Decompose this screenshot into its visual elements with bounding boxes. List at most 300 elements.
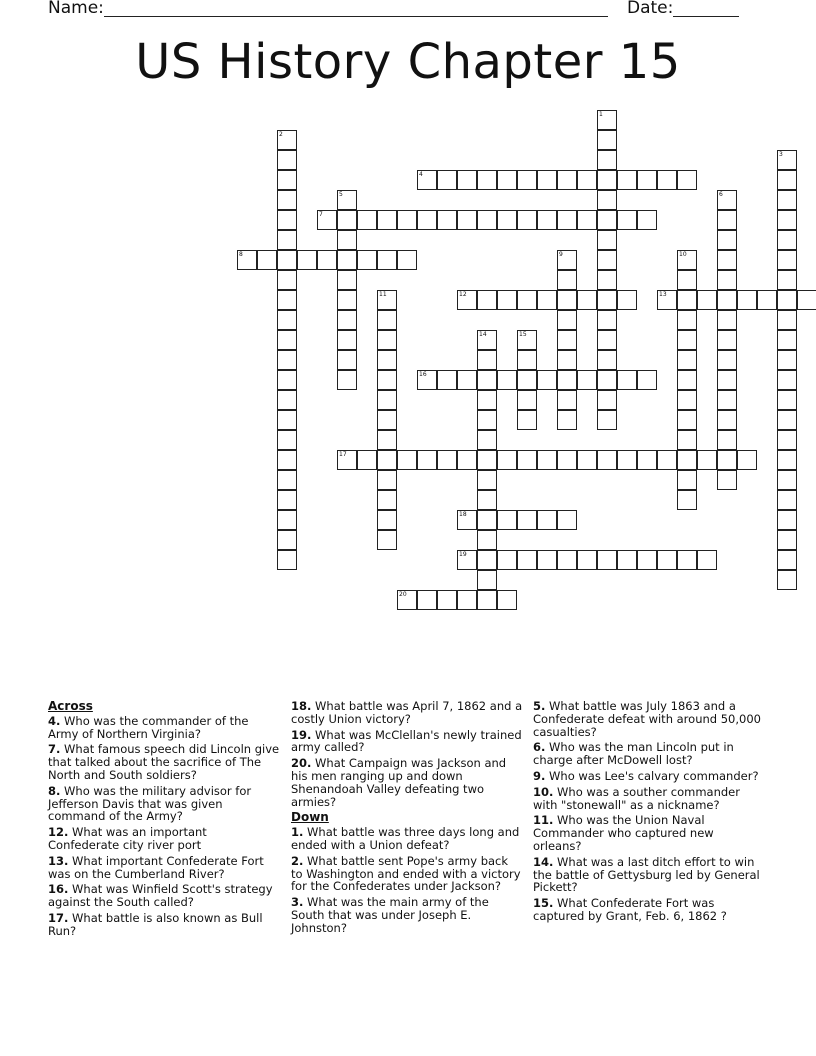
grid-cell[interactable] (677, 250, 697, 270)
grid-cell[interactable] (377, 410, 397, 430)
grid-cell[interactable] (437, 590, 457, 610)
grid-cell[interactable] (277, 430, 297, 450)
grid-cell[interactable] (717, 430, 737, 450)
grid-cell[interactable] (497, 550, 517, 570)
grid-cell[interactable] (277, 350, 297, 370)
across-clue (48, 715, 280, 741)
grid-cell[interactable] (717, 250, 737, 270)
down-clue (533, 856, 765, 894)
grid-cell[interactable] (737, 450, 757, 470)
grid-cell[interactable] (337, 310, 357, 330)
grid-cell[interactable] (777, 350, 797, 370)
grid-cell[interactable] (537, 170, 557, 190)
grid-cell[interactable] (517, 210, 537, 230)
down-clue (533, 814, 765, 852)
grid-cell[interactable] (337, 450, 357, 470)
grid-cell[interactable] (697, 450, 717, 470)
grid-cell[interactable] (277, 470, 297, 490)
grid-cell[interactable] (277, 250, 297, 270)
clue-text: Who was a souther commander with "stonewall" as a nickname? (533, 784, 740, 812)
grid-cell[interactable] (557, 350, 577, 370)
grid-cell[interactable] (777, 330, 797, 350)
clue-number: 4 (419, 171, 423, 178)
grid-cell[interactable] (637, 450, 657, 470)
grid-cell[interactable] (777, 170, 797, 190)
grid-cell[interactable] (537, 510, 557, 530)
grid-cell[interactable] (737, 290, 757, 310)
grid-cell[interactable] (597, 410, 617, 430)
grid-cell[interactable] (557, 170, 577, 190)
clue-number: 4. (48, 713, 61, 728)
grid-cell[interactable] (557, 450, 577, 470)
grid-cell[interactable] (777, 270, 797, 290)
grid-cell[interactable] (557, 250, 577, 270)
grid-cell[interactable] (357, 250, 377, 270)
down-clue (533, 786, 765, 812)
clue-number: 2 (279, 131, 283, 138)
grid-cell[interactable] (477, 430, 497, 450)
grid-cell[interactable] (477, 490, 497, 510)
page-title: US History Chapter 15 (135, 34, 681, 90)
grid-cell[interactable] (437, 170, 457, 190)
grid-cell[interactable] (497, 290, 517, 310)
grid-cell[interactable] (577, 450, 597, 470)
grid-cell[interactable] (777, 190, 797, 210)
grid-cell[interactable] (317, 210, 337, 230)
clue-number: 5 (339, 191, 343, 198)
clue-number: 18 (459, 511, 467, 518)
grid-cell[interactable] (597, 210, 617, 230)
grid-cell[interactable] (537, 450, 557, 470)
grid-cell[interactable] (677, 370, 697, 390)
grid-cell[interactable] (677, 430, 697, 450)
grid-cell[interactable] (677, 490, 697, 510)
grid-cell[interactable] (697, 550, 717, 570)
grid-cell[interactable] (717, 290, 737, 310)
name-label: Name: (48, 0, 104, 18)
across-heading: Across (48, 699, 93, 713)
grid-cell[interactable] (677, 410, 697, 430)
clue-text: What battle was April 7, 1862 and a costly Union victory? (291, 699, 523, 726)
grid-cell[interactable] (657, 170, 677, 190)
clue-number: 13. (48, 853, 69, 868)
clue-number: 20. (291, 756, 312, 771)
clue-number: 12. (48, 825, 69, 840)
grid-cell[interactable] (597, 150, 617, 170)
grid-cell[interactable] (517, 510, 537, 530)
grid-cell[interactable] (717, 270, 737, 290)
clue-text: What important Confederate Fort was on the Cumberland River? (48, 853, 264, 881)
clue-text: What was Winfield Scott's strategy against the South called? (48, 882, 273, 910)
grid-cell[interactable] (457, 510, 477, 530)
grid-cell[interactable] (777, 150, 797, 170)
grid-cell[interactable] (637, 170, 657, 190)
clues-column-3 (533, 700, 765, 926)
grid-cell[interactable] (277, 450, 297, 470)
grid-cell[interactable] (557, 390, 577, 410)
grid-cell[interactable] (577, 170, 597, 190)
grid-cell[interactable] (717, 450, 737, 470)
grid-cell[interactable] (577, 210, 597, 230)
grid-cell[interactable] (277, 510, 297, 530)
grid-cell[interactable] (777, 450, 797, 470)
down-clue (533, 741, 765, 767)
grid-cell[interactable] (597, 350, 617, 370)
grid-cell[interactable] (337, 210, 357, 230)
grid-cell[interactable] (457, 370, 477, 390)
grid-cell[interactable] (377, 290, 397, 310)
grid-cell[interactable] (777, 410, 797, 430)
clue-text: Who was the commander of the Army of Northern Virginia? (48, 713, 249, 741)
grid-cell[interactable] (377, 330, 397, 350)
grid-cell[interactable] (277, 230, 297, 250)
clue-number: 6 (719, 191, 723, 198)
grid-cell[interactable] (377, 450, 397, 470)
grid-cell[interactable] (597, 250, 617, 270)
grid-cell[interactable] (557, 270, 577, 290)
grid-cell[interactable] (377, 530, 397, 550)
grid-cell[interactable] (437, 210, 457, 230)
grid-cell[interactable] (277, 210, 297, 230)
grid-cell[interactable] (677, 330, 697, 350)
grid-cell[interactable] (797, 290, 816, 310)
grid-cell[interactable] (377, 510, 397, 530)
grid-cell[interactable] (437, 370, 457, 390)
across-clue (48, 855, 280, 881)
grid-cell[interactable] (557, 510, 577, 530)
clue-text: What battle is also known as Bull Run? (48, 910, 263, 938)
grid-cell[interactable] (477, 350, 497, 370)
grid-cell[interactable] (417, 210, 437, 230)
clue-number: 3 (779, 151, 783, 158)
grid-cell[interactable] (777, 370, 797, 390)
grid-cell[interactable] (477, 170, 497, 190)
grid-cell[interactable] (277, 530, 297, 550)
grid-cell[interactable] (577, 370, 597, 390)
grid-cell[interactable] (377, 470, 397, 490)
grid-cell[interactable] (657, 550, 677, 570)
grid-cell[interactable] (717, 330, 737, 350)
grid-cell[interactable] (677, 550, 697, 570)
grid-cell[interactable] (377, 250, 397, 270)
grid-cell[interactable] (717, 210, 737, 230)
clue-number: 15 (519, 331, 527, 338)
grid-cell[interactable] (337, 250, 357, 270)
grid-cell[interactable] (597, 290, 617, 310)
grid-cell[interactable] (457, 450, 477, 470)
grid-cell[interactable] (277, 390, 297, 410)
clues-column-1 (48, 700, 280, 941)
grid-cell[interactable] (377, 210, 397, 230)
grid-cell[interactable] (517, 390, 537, 410)
clue-text: Who was the man Lincoln put in charge after McDowell lost? (533, 740, 734, 768)
grid-cell[interactable] (777, 390, 797, 410)
grid-cell[interactable] (657, 450, 677, 470)
grid-cell[interactable] (677, 270, 697, 290)
grid-cell[interactable] (597, 110, 617, 130)
clue-number: 7 (319, 211, 323, 218)
grid-cell[interactable] (617, 210, 637, 230)
grid-cell[interactable] (377, 310, 397, 330)
grid-cell[interactable] (717, 350, 737, 370)
grid-cell[interactable] (477, 470, 497, 490)
clue-number: 19 (459, 551, 467, 558)
grid-cell[interactable] (557, 370, 577, 390)
grid-cell[interactable] (597, 450, 617, 470)
across-clue (48, 883, 280, 909)
grid-cell[interactable] (517, 330, 537, 350)
grid-cell[interactable] (717, 470, 737, 490)
clue-number: 19. (291, 727, 312, 742)
grid-cell[interactable] (677, 390, 697, 410)
grid-cell[interactable] (537, 370, 557, 390)
grid-cell[interactable] (537, 290, 557, 310)
grid-cell[interactable] (277, 170, 297, 190)
across-clue (48, 743, 280, 781)
grid-cell[interactable] (777, 550, 797, 570)
grid-cell[interactable] (237, 250, 257, 270)
grid-cell[interactable] (337, 270, 357, 290)
grid-cell[interactable] (517, 290, 537, 310)
grid-cell[interactable] (677, 170, 697, 190)
grid-cell[interactable] (497, 510, 517, 530)
grid-cell[interactable] (617, 170, 637, 190)
grid-cell[interactable] (337, 330, 357, 350)
grid-cell[interactable] (677, 450, 697, 470)
grid-cell[interactable] (277, 270, 297, 290)
grid-cell[interactable] (717, 370, 737, 390)
grid-cell[interactable] (717, 410, 737, 430)
clue-number: 20 (399, 591, 407, 598)
clue-text: Who was the military advisor for Jefferson Davis that was given command of the Army? (48, 783, 252, 824)
grid-cell[interactable] (597, 130, 617, 150)
clues-column-2 (291, 700, 523, 938)
down-clue (291, 896, 523, 934)
grid-cell[interactable] (517, 550, 537, 570)
clue-number: 16 (419, 371, 427, 378)
grid-cell[interactable] (557, 330, 577, 350)
grid-cell[interactable] (597, 230, 617, 250)
grid-cell[interactable] (377, 430, 397, 450)
grid-cell[interactable] (677, 350, 697, 370)
grid-cell[interactable] (477, 450, 497, 470)
grid-cell[interactable] (457, 290, 477, 310)
grid-cell[interactable] (717, 310, 737, 330)
grid-cell[interactable] (717, 390, 737, 410)
across-clue (291, 757, 523, 808)
grid-cell[interactable] (577, 550, 597, 570)
grid-cell[interactable] (557, 550, 577, 570)
clue-number: 17 (339, 451, 347, 458)
grid-cell[interactable] (457, 550, 477, 570)
grid-cell[interactable] (277, 290, 297, 310)
grid-cell[interactable] (777, 510, 797, 530)
clue-text: What was a last ditch effort to win the battle of Gettysburg led by General Pickett? (533, 854, 760, 895)
grid-cell[interactable] (477, 370, 497, 390)
grid-cell[interactable] (277, 410, 297, 430)
grid-cell[interactable] (397, 250, 417, 270)
grid-cell[interactable] (617, 290, 637, 310)
grid-cell[interactable] (377, 490, 397, 510)
grid-cell[interactable] (497, 370, 517, 390)
grid-cell[interactable] (277, 370, 297, 390)
down-heading: Down (291, 810, 329, 825)
clue-text: What battle sent Pope's army back to Washington and ended with a victory for the Confederates under Jackson? (291, 853, 521, 894)
grid-cell[interactable] (597, 170, 617, 190)
grid-cell[interactable] (477, 510, 497, 530)
grid-cell[interactable] (777, 310, 797, 330)
down-clue (291, 826, 523, 852)
grid-cell[interactable] (777, 210, 797, 230)
clue-number: 8. (48, 783, 61, 798)
grid-cell[interactable] (777, 570, 797, 590)
grid-cell[interactable] (597, 310, 617, 330)
grid-cell[interactable] (537, 210, 557, 230)
grid-cell[interactable] (357, 450, 377, 470)
grid-cell[interactable] (337, 190, 357, 210)
grid-cell[interactable] (517, 350, 537, 370)
clue-text: What battle was three days long and ended with a Union defeat? (291, 825, 520, 852)
grid-cell[interactable] (457, 590, 477, 610)
grid-cell[interactable] (557, 290, 577, 310)
grid-cell[interactable] (717, 230, 737, 250)
clue-number: 11. (533, 813, 554, 828)
clue-text: What Confederate Fort was captured by Grant, Feb. 6, 1862 ? (533, 896, 727, 923)
grid-cell[interactable] (557, 310, 577, 330)
clue-number: 6. (533, 740, 546, 755)
grid-cell[interactable] (617, 450, 637, 470)
grid-cell[interactable] (397, 210, 417, 230)
down-clue (533, 700, 765, 738)
across-clue (48, 826, 280, 852)
grid-cell[interactable] (597, 390, 617, 410)
grid-cell[interactable] (417, 590, 437, 610)
grid-cell[interactable] (377, 350, 397, 370)
grid-cell[interactable] (697, 290, 717, 310)
clue-text: What was the main army of the South that was under Joseph E. Johnston? (291, 895, 489, 935)
grid-cell[interactable] (277, 330, 297, 350)
clue-number: 9 (559, 251, 563, 258)
clue-number: 5. (533, 699, 546, 713)
grid-cell[interactable] (277, 550, 297, 570)
grid-cell[interactable] (397, 590, 417, 610)
grid-cell[interactable] (597, 190, 617, 210)
grid-cell[interactable] (497, 590, 517, 610)
across-clue (291, 700, 523, 726)
across-clue (291, 729, 523, 755)
grid-cell[interactable] (617, 550, 637, 570)
grid-cell[interactable] (657, 290, 677, 310)
grid-cell[interactable] (617, 370, 637, 390)
grid-cell[interactable] (717, 190, 737, 210)
grid-cell[interactable] (477, 530, 497, 550)
clue-number: 13 (659, 291, 667, 298)
grid-cell[interactable] (337, 350, 357, 370)
grid-cell[interactable] (757, 290, 777, 310)
grid-cell[interactable] (477, 210, 497, 230)
grid-cell[interactable] (777, 430, 797, 450)
grid-cell[interactable] (477, 550, 497, 570)
grid-cell[interactable] (497, 170, 517, 190)
grid-cell[interactable] (277, 310, 297, 330)
grid-cell[interactable] (517, 410, 537, 430)
grid-cell[interactable] (417, 450, 437, 470)
grid-cell[interactable] (357, 210, 377, 230)
grid-cell[interactable] (597, 330, 617, 350)
grid-cell[interactable] (677, 290, 697, 310)
clue-number: 10. (533, 784, 554, 799)
grid-cell[interactable] (517, 450, 537, 470)
grid-cell[interactable] (277, 190, 297, 210)
grid-cell[interactable] (457, 170, 477, 190)
grid-cell[interactable] (537, 550, 557, 570)
grid-cell[interactable] (497, 210, 517, 230)
grid-cell[interactable] (337, 230, 357, 250)
grid-cell[interactable] (557, 410, 577, 430)
grid-cell[interactable] (637, 550, 657, 570)
grid-cell[interactable] (277, 490, 297, 510)
grid-cell[interactable] (337, 370, 357, 390)
grid-cell[interactable] (597, 370, 617, 390)
grid-cell[interactable] (777, 530, 797, 550)
clue-number: 16. (48, 882, 69, 897)
grid-cell[interactable] (297, 250, 317, 270)
clue-number: 17. (48, 910, 69, 925)
clue-text: Who was Lee's calvary commander? (545, 768, 759, 783)
grid-cell[interactable] (277, 130, 297, 150)
grid-cell[interactable] (597, 270, 617, 290)
clue-text: Who was the Union Naval Commander who captured new orleans? (533, 813, 714, 853)
clue-text: What famous speech did Lincoln give that talked about the sacrifice of The North and South soldiers? (48, 742, 280, 782)
grid-cell[interactable] (277, 150, 297, 170)
grid-cell[interactable] (597, 550, 617, 570)
grid-cell[interactable] (477, 410, 497, 430)
grid-cell[interactable] (377, 370, 397, 390)
grid-cell[interactable] (477, 570, 497, 590)
grid-cell[interactable] (637, 210, 657, 230)
grid-cell[interactable] (377, 390, 397, 410)
grid-cell[interactable] (517, 370, 537, 390)
clue-number: 12 (459, 291, 467, 298)
grid-cell[interactable] (777, 470, 797, 490)
grid-cell[interactable] (437, 450, 457, 470)
grid-cell[interactable] (457, 210, 477, 230)
grid-cell[interactable] (417, 170, 437, 190)
grid-cell[interactable] (637, 370, 657, 390)
grid-cell[interactable] (337, 290, 357, 310)
grid-cell[interactable] (477, 590, 497, 610)
grid-cell[interactable] (777, 230, 797, 250)
grid-cell[interactable] (257, 250, 277, 270)
grid-cell[interactable] (677, 470, 697, 490)
grid-cell[interactable] (477, 390, 497, 410)
date-label: Date: (627, 0, 674, 18)
grid-cell[interactable] (777, 290, 797, 310)
grid-cell[interactable] (777, 490, 797, 510)
grid-cell[interactable] (777, 250, 797, 270)
grid-cell[interactable] (577, 290, 597, 310)
grid-cell[interactable] (397, 450, 417, 470)
grid-cell[interactable] (677, 310, 697, 330)
grid-cell[interactable] (517, 170, 537, 190)
grid-cell[interactable] (477, 290, 497, 310)
grid-cell[interactable] (477, 330, 497, 350)
grid-cell[interactable] (497, 450, 517, 470)
grid-cell[interactable] (317, 250, 337, 270)
grid-cell[interactable] (557, 210, 577, 230)
grid-cell[interactable] (417, 370, 437, 390)
clue-number: 18. (291, 699, 312, 713)
